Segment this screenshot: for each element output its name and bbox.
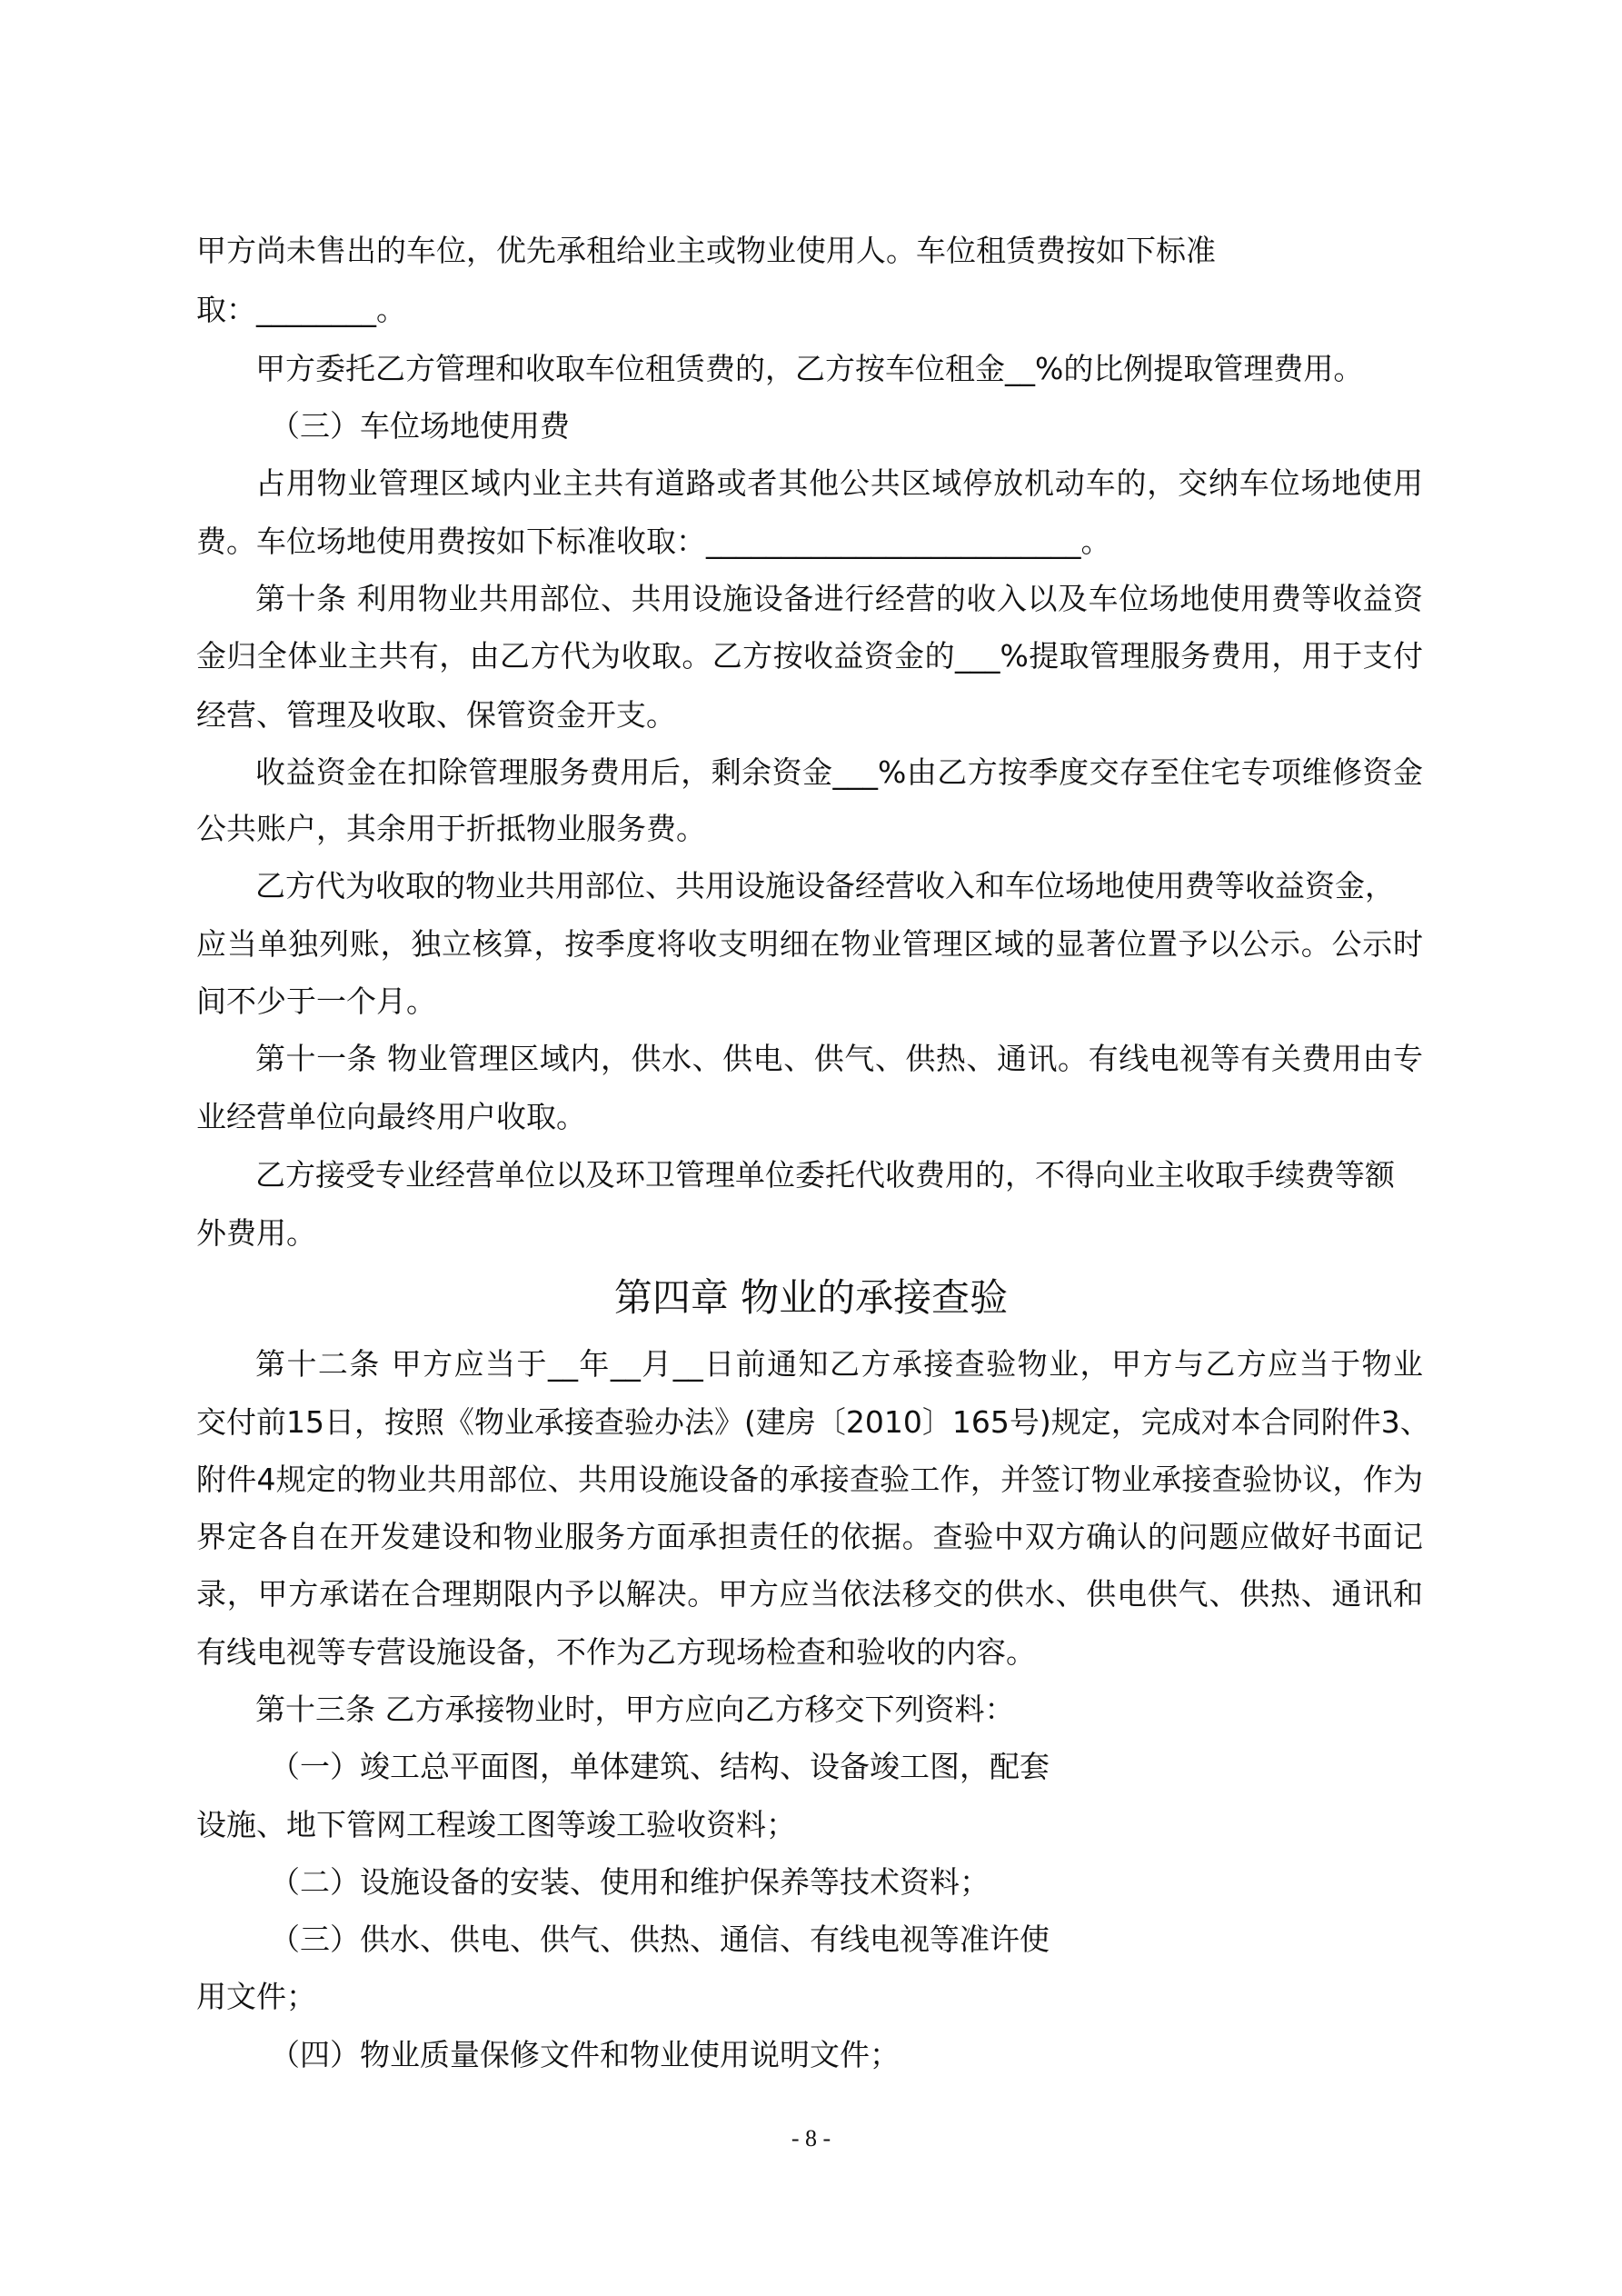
list-item-continuation: 设施、地下管网工程竣工图等竣工验收资料； — [196, 1807, 796, 1842]
paragraph-line: 第十条 利用物业共用部位、共用设施设备进行经营的收入以及车位场地使用费等收益资 — [255, 581, 1423, 616]
list-item: （一）竣工总平面图，单体建筑、结构、设备竣工图，配套 — [270, 1749, 1050, 1784]
page-number: - 8 - — [791, 2125, 831, 2151]
paragraph-line: 第十一条 物业管理区域内，供水、供电、供气、供热、通讯。有线电视等有关费用由专 — [255, 1041, 1423, 1076]
section-subheading: （三）车位场地使用费 — [270, 408, 570, 444]
paragraph-line: 收益资金在扣除管理服务费用后，剩余资金___%由乙方按季度交存至住宅专项维修资金 — [255, 754, 1423, 790]
paragraph-line: 金归全体业主共有，由乙方代为收取。乙方按收益资金的___%提取管理服务费用，用于支付 — [196, 638, 1423, 674]
paragraph-line: 录，甲方承诺在合理期限内予以解决。甲方应当依法移交的供水、供电供气、供热、通讯和 — [196, 1576, 1423, 1612]
list-item: （二）设施设备的安装、使用和维护保养等技术资料； — [270, 1864, 990, 1900]
paragraph-line: 第十三条 乙方承接物业时，甲方应向乙方移交下列资料： — [255, 1692, 1015, 1727]
paragraph-line: 交付前15日，按照《物业承接查验办法》(建房〔2010〕165号)规定，完成对本合同附件3、 — [196, 1404, 1430, 1440]
paragraph-line: 附件4规定的物业共用部位、共用设施设备的承接查验工作，并签订物业承接查验协议，作为 — [196, 1462, 1423, 1497]
list-item: （三）供水、供电、供气、供热、通信、有线电视等准许使 — [270, 1922, 1050, 1957]
paragraph-line: 甲方委托乙方管理和收取车位租赁费的，乙方按车位租金__%的比例提取管理费用。 — [255, 351, 1364, 386]
paragraph-line: 占用物业管理区域内业主共有道路或者其他公共区域停放机动车的，交纳车位场地使用 — [255, 465, 1423, 501]
paragraph-line: 经营、管理及收取、保管资金开支。 — [196, 697, 676, 733]
paragraph-line: 有线电视等专营设施设备，不作为乙方现场检查和验收的内容。 — [196, 1634, 1036, 1670]
list-item: （四）物业质量保修文件和物业使用说明文件； — [270, 2037, 900, 2072]
paragraph-line: 乙方接受专业经营单位以及环卫管理单位委托代收费用的，不得向业主收取手续费等额 — [255, 1157, 1395, 1193]
list-item-continuation: 用文件； — [196, 1979, 316, 2014]
paragraph-line: 公共账户，其余用于折抵物业服务费。 — [196, 811, 706, 846]
chapter-heading: 第四章 物业的承接查验 — [613, 1275, 1009, 1320]
paragraph-line: 间不少于一个月。 — [196, 983, 436, 1019]
paragraph-line: 第十二条 甲方应当于__年__月__日前通知乙方承接查验物业，甲方与乙方应当于物业 — [255, 1346, 1423, 1382]
paragraph-line: 甲方尚未售出的车位，优先承租给业主或物业使用人。车位租赁费按如下标准 — [196, 233, 1216, 268]
paragraph-line: 乙方代为收取的物业共用部位、共用设施设备经营收入和车位场地使用费等收益资金， — [255, 868, 1395, 903]
paragraph-line: 界定各自在开发建设和物业服务方面承担责任的依据。查验中双方确认的问题应做好书面记 — [196, 1519, 1423, 1554]
paragraph-line: 应当单独列账，独立核算，按季度将收支明细在物业管理区域的显著位置予以公示。公示时 — [196, 926, 1423, 962]
paragraph-line: 外费用。 — [196, 1215, 316, 1251]
paragraph-line: 取：________。 — [196, 292, 406, 327]
paragraph-line: 业经营单位向最终用户收取。 — [196, 1099, 586, 1134]
paragraph-line: 费。车位场地使用费按如下标准收取：_________________________。 — [196, 524, 1111, 559]
